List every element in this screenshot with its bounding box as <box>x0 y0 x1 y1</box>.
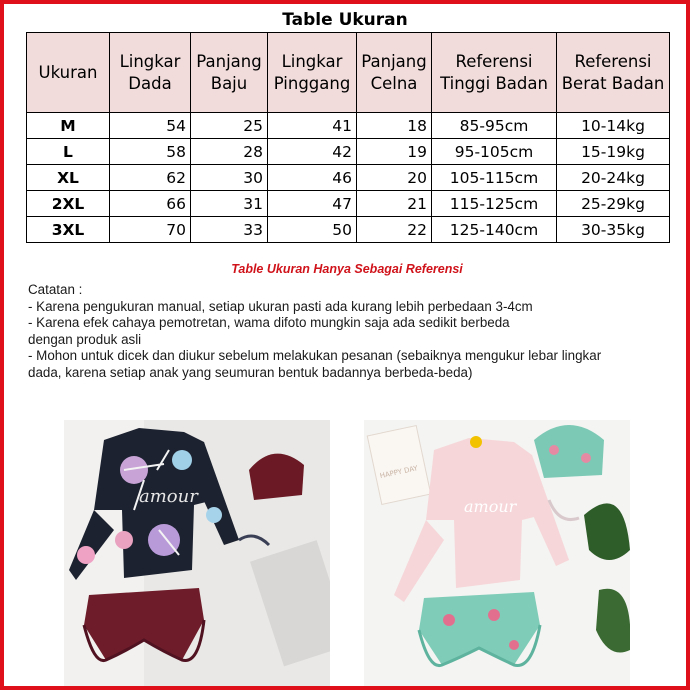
header-referensi-tinggi: Referensi Tinggi Badan <box>432 33 557 113</box>
note-line: dengan produk asli <box>28 331 142 347</box>
size-table <box>26 32 670 243</box>
panjang-celna-cell: 19 <box>357 139 432 165</box>
berat-badan-cell: 15-19kg <box>557 139 670 165</box>
panjang-celna-cell: 21 <box>357 191 432 217</box>
lingkar-dada-cell: 70 <box>110 217 191 243</box>
lingkar-dada-cell: 62 <box>110 165 191 191</box>
notes-heading: Catatan : <box>28 282 83 297</box>
table-row <box>27 165 670 191</box>
lingkar-dada-cell: 58 <box>110 139 191 165</box>
note-line: - Mohon untuk dicek dan diukur sebelum melakukan pesanan (sebaiknya mengukur lebar lingkar <box>28 348 602 364</box>
panjang-baju-cell: 31 <box>191 191 268 217</box>
size-cell: 2XL <box>27 191 110 217</box>
tinggi-badan-cell: 125-140cm <box>432 217 557 243</box>
shirt-print-text-2: amour <box>464 497 517 516</box>
header-ukuran: Ukuran <box>27 33 110 113</box>
header-panjang-celna: Panjang Celna <box>357 33 432 113</box>
header-referensi-berat: Referensi Berat Badan <box>557 33 670 113</box>
product-photo-pink <box>364 420 630 686</box>
shirt-print-text: amour <box>139 486 198 507</box>
size-table-header-row <box>27 33 670 113</box>
lingkar-pinggang-cell: 47 <box>268 191 357 217</box>
tinggi-badan-cell: 85-95cm <box>432 113 557 139</box>
lingkar-pinggang-cell: 50 <box>268 217 357 243</box>
reference-note: Table Ukuran Hanya Sebagai Referensi <box>231 262 463 276</box>
panjang-baju-cell: 25 <box>191 113 268 139</box>
table-row <box>27 191 670 217</box>
tinggi-badan-cell: 105-115cm <box>432 165 557 191</box>
tinggi-badan-cell: 95-105cm <box>432 139 557 165</box>
header-panjang-baju: Panjang Baju <box>191 33 268 113</box>
note-line: dada, karena setiap anak yang seumuran bentuk badannya berbeda-beda) <box>28 364 473 380</box>
table-row <box>27 217 670 243</box>
panjang-celna-cell: 20 <box>357 165 432 191</box>
panjang-celna-cell: 18 <box>357 113 432 139</box>
berat-badan-cell: 25-29kg <box>557 191 670 217</box>
notes-block <box>28 282 678 382</box>
paper-card-text: HAPPY DAY <box>379 464 419 481</box>
panjang-celna-cell: 22 <box>357 217 432 243</box>
lingkar-dada-cell: 66 <box>110 191 191 217</box>
size-cell: M <box>27 113 110 139</box>
tinggi-badan-cell: 115-125cm <box>432 191 557 217</box>
berat-badan-cell: 30-35kg <box>557 217 670 243</box>
lingkar-pinggang-cell: 46 <box>268 165 357 191</box>
berat-badan-cell: 10-14kg <box>557 113 670 139</box>
berat-badan-cell: 20-24kg <box>557 165 670 191</box>
table-title: Table Ukuran <box>282 10 408 30</box>
size-cell: 3XL <box>27 217 110 243</box>
panjang-baju-cell: 30 <box>191 165 268 191</box>
header-lingkar-pinggang: Lingkar Pinggang <box>268 33 357 113</box>
lingkar-dada-cell: 54 <box>110 113 191 139</box>
panjang-baju-cell: 28 <box>191 139 268 165</box>
note-line: - Karena efek cahaya pemotretan, wama difoto mungkin saja ada sedikit berbeda <box>28 315 510 331</box>
product-photo-maroon <box>64 420 330 686</box>
header-lingkar-dada: Lingkar Dada <box>110 33 191 113</box>
size-cell: XL <box>27 165 110 191</box>
table-row <box>27 113 670 139</box>
size-cell: L <box>27 139 110 165</box>
lingkar-pinggang-cell: 42 <box>268 139 357 165</box>
note-line: - Karena pengukuran manual, setiap ukuran pasti ada kurang lebih perbedaan 3-4cm <box>28 298 533 314</box>
lingkar-pinggang-cell: 41 <box>268 113 357 139</box>
panjang-baju-cell: 33 <box>191 217 268 243</box>
table-row <box>27 139 670 165</box>
